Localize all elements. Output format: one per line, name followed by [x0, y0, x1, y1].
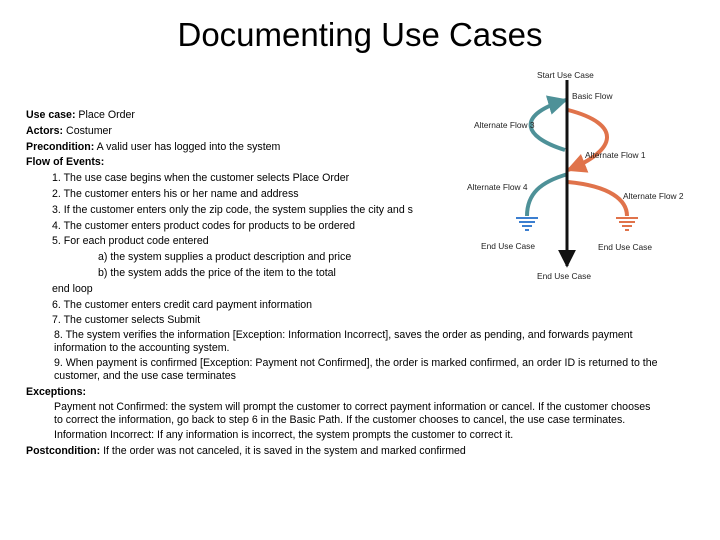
flow-step: 8. The system verifies the information [Exception: Information Incorrect], saves the order as pending, and forwards payment information to the accounting system. — [54, 329, 633, 355]
alternate-flow-3-arrow — [531, 100, 566, 150]
flow-step: 2. The customer enters his or her name and address — [52, 187, 299, 200]
exceptions-heading: Exceptions: — [26, 386, 87, 399]
flow-step: 3. If the customer enters only the zip code, the system supplies the city and s — [52, 203, 413, 216]
flow-step: end loop — [52, 282, 93, 295]
use-case-label: Use case: — [26, 109, 76, 121]
flow-step: 5. For each product code entered — [52, 235, 209, 248]
exception-item: Information Incorrect: If any information is incorrect, the system prompts the customer to correct it. — [54, 428, 514, 441]
alternate-flow-2-arrow — [568, 182, 627, 216]
alternate-flow-3-label: Alternate Flow 3 — [474, 120, 535, 130]
end-use-case-left-icon — [516, 218, 538, 230]
exception-item: Payment not Confirmed: the system will prompt the customer to correct payment information or cancel. If the customer chooses to correct the information, go back to step 6 in the Basic Path. If the customer chooses to cancel, the use case terminates. — [54, 400, 651, 426]
postcondition-value: If the order was not canceled, it is saved in the system and marked confirmed — [100, 444, 466, 457]
alternate-flow-1-arrow — [568, 110, 607, 170]
flow-diagram — [460, 64, 700, 288]
postcondition-line — [26, 444, 662, 460]
precondition-value: A valid user has logged into the system — [94, 140, 281, 153]
end-use-case-right-icon — [616, 218, 638, 230]
flow-step: 1. The use case begins when the customer selects Place Order — [52, 172, 350, 185]
alternate-flow-4-arrow — [527, 174, 568, 216]
postcondition-label: Postcondition: — [26, 444, 101, 457]
end-use-case-right-label: End Use Case — [598, 242, 652, 252]
flow-step: 9. When payment is confirmed [Exception: Payment not Confirmed], the order is marked confirmed, an order ID is returned to the customer, and the use case terminates — [54, 357, 658, 383]
page-title: Documenting Use Cases — [177, 16, 543, 53]
precondition-label: Precondition: — [26, 140, 95, 153]
use-case-value: Place Order — [75, 109, 135, 121]
basic-flow-label: Basic Flow — [572, 91, 613, 101]
end-use-case-bottom-label: End Use Case — [537, 271, 591, 281]
flow-step: 4. The customer enters product codes for products to be ordered — [52, 219, 356, 232]
actors-label: Actors: — [26, 124, 64, 137]
flow-substep: a) the system supplies a product description and price — [98, 251, 352, 264]
alternate-flow-2-label: Alternate Flow 2 — [623, 191, 684, 201]
flow-step: 6. The customer enters credit card payment information — [52, 298, 313, 311]
alternate-flow-1-label: Alternate Flow 1 — [585, 150, 646, 160]
flow-step: 7. The customer selects Submit — [52, 314, 201, 327]
actors-value: Costumer — [63, 124, 112, 137]
start-use-case-label: Start Use Case — [537, 70, 594, 80]
alternate-flow-4-label: Alternate Flow 4 — [467, 182, 528, 192]
end-use-case-left-label: End Use Case — [481, 241, 535, 251]
flow-substep: b) the system adds the price of the item to the total — [98, 266, 336, 279]
flow-of-events-heading: Flow of Events: — [26, 156, 105, 169]
